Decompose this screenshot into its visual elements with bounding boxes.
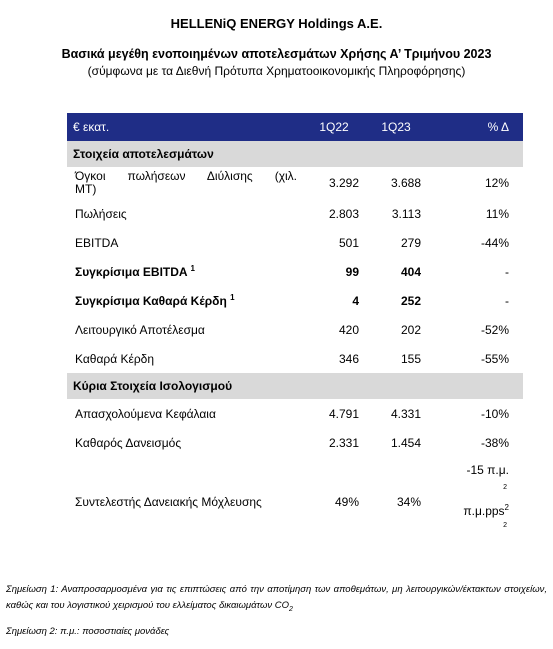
table-row	[67, 344, 523, 373]
report-subtitle: (σύμφωνα με τα Διεθνή Πρότυπα Χρηματοοικονομικής Πληροφόρησης)	[87, 64, 466, 78]
value-1q22: 420	[338, 322, 359, 337]
delta-line-2: π.μ.pps$^2$	[463, 503, 509, 518]
footnote-marker: 1	[190, 264, 195, 273]
footnote-marker: 2	[503, 484, 507, 491]
row-label: EBITDA	[75, 235, 119, 250]
row-label: Καθαρός Δανεισμός	[75, 435, 182, 450]
value-1q23: 4.331	[390, 406, 421, 421]
value-1q23: 34%	[396, 495, 421, 509]
value-1q23: 279	[400, 235, 421, 250]
row-label: Καθαρά Κέρδη	[75, 351, 155, 366]
row-label: Συγκρίσιμα EBITDA $^1$	[75, 264, 195, 279]
value-1q23: 155	[400, 351, 421, 366]
footnote-marker: 2	[503, 522, 507, 529]
header-delta: % Δ	[427, 113, 523, 141]
value-1q22: 49%	[334, 495, 359, 509]
value-delta: 11%	[485, 206, 509, 221]
table-row	[67, 286, 523, 315]
section-title: Στοιχεία αποτελεσμάτων	[67, 141, 303, 167]
header-unit: € εκατ.	[67, 113, 303, 141]
value-1q22: 2.803	[328, 206, 359, 221]
row-label: Όγκοι πωλήσεων Διύλισης (χιλ. MT)	[75, 169, 297, 196]
report-title: Βασικά μεγέθη ενοποιημένων αποτελεσμάτων Χρήσης Α’ Τριμήνου 2023	[61, 47, 492, 61]
value-1q23: 3.113	[391, 206, 421, 221]
value-delta: -38%	[480, 435, 509, 450]
table-row	[67, 315, 523, 344]
value-delta: -55%	[480, 351, 509, 366]
value-delta: -10%	[480, 406, 509, 421]
row-label: Απασχολούμενα Κεφάλαια	[75, 406, 216, 421]
value-delta: -52%	[480, 322, 509, 337]
company-name: HELLENiQ ENERGY Holdings A.E.	[170, 16, 383, 31]
delta-line-1: -15 π.μ.	[466, 463, 509, 477]
table-row	[67, 167, 523, 199]
row-label: Λειτουργικό Αποτέλεσμα	[75, 322, 205, 337]
value-1q23: 404	[400, 264, 421, 279]
table-row	[67, 457, 523, 547]
table-row	[67, 399, 523, 428]
row-label: Συγκρίσιμα Καθαρά Κέρδη $^1$	[75, 293, 235, 308]
value-delta	[427, 457, 523, 547]
table-row	[67, 428, 523, 457]
footnote-1: Σημείωση 1: Αναπροσαρμοσμένα για τις επιπτώσεις από την αποτίμηση των αποθεμάτων, μη λειτουργικών/έκτακτων στοιχείων, καθώς και του λογιστικού χειρισμού του ελλείματος δικαιωμάτων $CO_2$	[6, 584, 547, 613]
value-1q22: 2.331	[328, 435, 359, 450]
header-1q22: 1Q22	[303, 113, 365, 141]
value-1q22: 4.791	[328, 406, 359, 421]
value-delta: -	[505, 264, 509, 279]
table-row	[67, 199, 523, 228]
value-delta: 12%	[484, 176, 509, 190]
value-1q23: 202	[400, 322, 421, 337]
value-delta: -44%	[480, 235, 509, 250]
section-row-results	[67, 141, 523, 167]
value-1q22: 99	[345, 264, 359, 279]
table-row	[67, 257, 523, 286]
value-delta: -	[505, 293, 509, 308]
results-table	[67, 113, 523, 547]
table-header-row	[67, 113, 523, 141]
value-1q23: 252	[400, 293, 421, 308]
value-1q22: 4	[352, 293, 359, 308]
row-label: Συντελεστής Δανειακής Μόχλευσης	[75, 495, 262, 509]
value-1q22: 346	[338, 351, 359, 366]
header-1q23: 1Q23	[365, 113, 427, 141]
footnote-2: Σημείωση 2: π.μ.: ποσοστιαίες μονάδες	[6, 626, 170, 637]
section-title: Κύρια Στοιχεία Ισολογισμού	[67, 373, 303, 399]
footnote-marker: 1	[230, 293, 235, 302]
row-label: Πωλήσεις	[75, 206, 127, 221]
value-1q23: 1.454	[390, 435, 421, 450]
section-row-balance	[67, 373, 523, 399]
table-row	[67, 228, 523, 257]
value-1q22: 3.292	[328, 176, 359, 190]
value-1q23: 3.688	[390, 176, 421, 190]
value-1q22: 501	[338, 235, 359, 250]
